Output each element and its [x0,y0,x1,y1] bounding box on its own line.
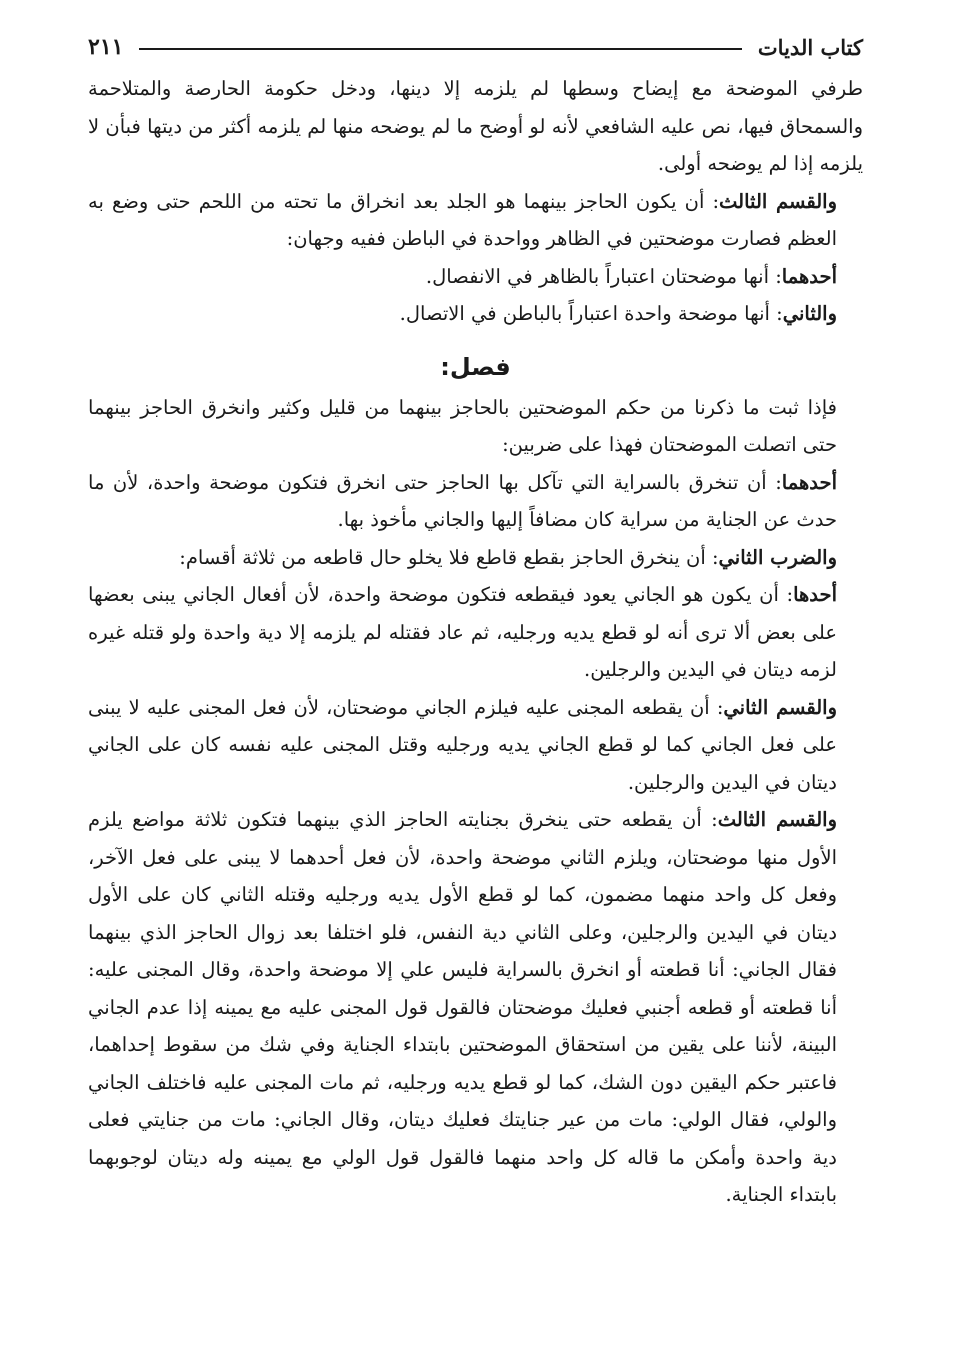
paragraph-text: : أن يكون الحاجز بينهما هو الجلد بعد انخراق ما تحته من اللحم حتى وضع به العظم فصارت موضحتين في الظاهر وواحدة في الباطن ففيه وجهان: [88,189,837,250]
paragraph-third-division [88,183,863,258]
paragraph-division-two [88,689,863,802]
paragraph-text: طرفي الموضحة مع إيضاح وسطها لم يلزمه إلا دينها، ودخل حكومة الحارصة والمتلاحمة والسمحاق فيها، نص عليه الشافعي لأنه لو أوضح ما لم يوضحه منها لم يلزمه أكثر من ديتها فبأن لا يلزمه إذا لم يوضحه أولى. [88,77,863,175]
paragraph-text: : أن ينخرق الحاجز بقطع قاطع فلا يخلو حال قاطعه من ثلاثة أقسام: [179,545,719,569]
term-label: والضرب الثاني [718,545,837,569]
paragraph-text: : أنها موضحة واحدة اعتباراً بالباطن في الاتصال. [399,302,783,325]
paragraph-text: : أن يقطعه المجنى عليه فيلزم الجاني موضحتان، لأن فعل المجنى عليه لا يبنى على فعل الجاني كما لو قطع الجاني يديه ورجليه وقتل المجنى عليه نفسه كان على الجاني ديتان في اليدين والرجلين. [88,695,837,794]
header-rule [139,48,741,50]
paragraph-first-kind [88,464,863,539]
term-label: أحدهما [781,470,837,494]
paragraph-text: : أن يكون هو الجاني يعود فيقطعه فتكون موضحة واحدة، لأن أفعال الجاني يبنى بعضها على بعض ألا ترى أنه لو قطع يديه ورجليه، ثم عاد فقتله لم يلزمه إلا دية واحدة ولو قتله غيره لزمه ديتان في اليدين والرجلين. [88,583,838,681]
paragraph-text: : أنها موضحتان اعتباراً بالظاهر في الانفصال. [425,264,782,288]
term-label: والقسم الثالث [717,808,837,831]
book-page [88,30,863,1214]
paragraph-text: فإذا ثبت ما ذكرنا من حكم الموضحتين بالحاجز بينهما من قليل وكثير وانخرق الحاجز بينهما حتى اتصلت الموضحتان فهذا على ضربين: [88,395,837,456]
term-label: والقسم الثاني [723,695,837,719]
paragraph-text: : أن تنخرق بالسراية التي تآكل بها الحاجز حتى انخرق فتكون موضحة واحدة، لأن ما حدث عن الجناية من سراية كان مضافاً إليها والجاني مأخوذ بها. [88,470,837,531]
page-number: ٢١١ [88,34,124,60]
paragraph-first-view [88,258,863,296]
book-title: كتاب الديات [757,34,863,60]
term-label: والقسم الثالث [719,189,838,213]
page-body [88,70,863,1214]
paragraph-section-intro [88,389,863,464]
paragraph-continuation [88,70,863,183]
paragraph-division-three [88,801,863,1214]
term-label: أحدها [793,583,837,606]
paragraph-second-view [88,295,863,333]
paragraph-division-one [88,576,863,689]
running-header [88,30,863,64]
term-label: أحدهما [781,264,837,288]
paragraph-second-kind [88,539,863,577]
term-label: والثاني [782,302,837,325]
paragraph-text: : أن يقطعه حتى ينخرق بجنايته الحاجز الذي بينهما فتكون ثلاثة مواضع يلزم الأول منها موضحتان، ويلزم الثاني موضحة واحدة، لأن فعل أحدهما لا يبنى على فعل الآخر، وفعل كل واحد منهما مضمون، كما لو قطع الأول يديه ورجليه وقتله الثاني كان على الأول ديتان في اليدين والرجلين، وعلى الثاني دية النفس، فلو اختلفا بعد زوال الحاجز الذي بينهما فقال الجاني: أنا قطعته أو انخرق بالسراية فليس علي إلا موضحة واحدة، وقال المجنى عليه: أنا قطعته أو قطعه أجنبي فعليك موضحتان فالقول قول المجنى عليه مع يمينه إذا عدم الجاني البينة، لأننا على يقين من استحقاق الموضحتين بابتداء الجناية وفي شك من سقوط إحداهما، فاعتبر حكم اليقين دون الشك، كما لو قطع يديه ورجليه، ثم مات المجنى عليه فاختلف الجاني والولي، فقال الولي: مات من عير جنايتك فعليك ديتان، وقال الجاني: مات من جنايتي فعلى دية واحدة وأمكن ما قاله كل واحد منهما فالقول قول الولي مع يمينه وله ديتان لوجوبهما بابتداء الجناية. [88,808,837,1206]
section-heading: فصل: [440,352,511,381]
